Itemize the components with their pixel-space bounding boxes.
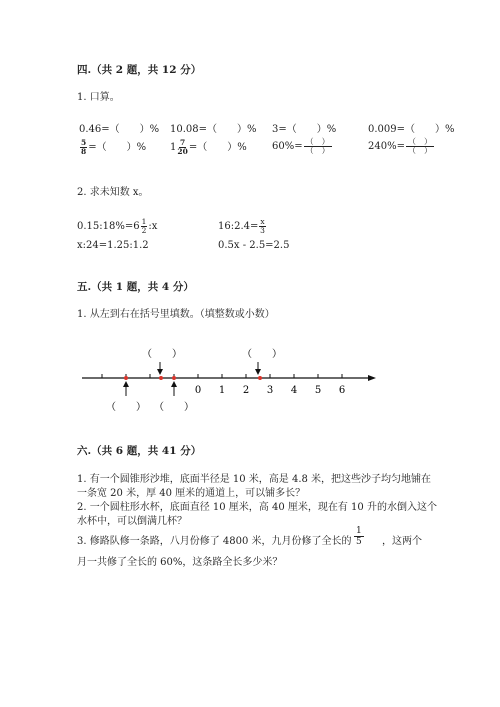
blank-above-1: （ ） xyxy=(142,349,182,360)
tick-label: 4 xyxy=(290,385,298,396)
equation-head: 0.15:18%=6 xyxy=(77,221,140,232)
question-2-title: 2. 求未知数 x。 xyxy=(77,187,149,198)
word-problem-2-line-2: 水杯中，可以倒满几杯？ xyxy=(77,516,187,527)
word-problem-2-line-1: 2. 一个圆柱形水杯，底面直径 10 厘米，高 40 厘米，现在有 10 升的水倒入这个 xyxy=(77,502,437,513)
numerator: 1 xyxy=(356,526,362,536)
calc-item xyxy=(170,138,247,156)
question-1-title: 1. 口算。 xyxy=(77,92,120,103)
word-problem-3-line-1: 3. 修路队修一条路，八月份修了 4800 米，九月份修了全长的 xyxy=(77,536,352,547)
down-arrow-icon xyxy=(255,369,261,375)
word-problem-3-line-2: 月一共修了全长的 60%，这条路全长多少米？ xyxy=(77,557,283,568)
denominator: 2 xyxy=(141,226,147,235)
section-4-title: 四.（共 2 题，共 12 分） xyxy=(77,64,202,76)
section-5-title: 五.（共 1 题，共 4 分） xyxy=(77,281,194,293)
calc-item: 3=（ ）% xyxy=(272,124,337,135)
whole-number: 1 xyxy=(170,142,177,153)
marked-point xyxy=(124,376,128,380)
section-6-title: 六.（共 6 题，共 41 分） xyxy=(77,445,202,457)
fraction xyxy=(354,526,364,547)
tick-label: 5 xyxy=(314,385,322,396)
calc-head: 240%= xyxy=(368,141,405,152)
tick-label: 1 xyxy=(218,385,226,396)
calc-item xyxy=(79,138,146,156)
calc-head: 60%= xyxy=(272,141,303,152)
up-arrow-icon xyxy=(171,381,177,387)
denominator: （ ） xyxy=(305,146,330,155)
numerator: 5 xyxy=(81,138,87,147)
equation-tail: :x xyxy=(148,221,158,232)
blank-below-2: （ ） xyxy=(154,402,194,413)
blank-above-2: （ ） xyxy=(242,349,282,360)
equation: x:24=1.25:1.2 xyxy=(77,240,149,251)
equation-head: 16:2.4= xyxy=(218,221,259,232)
numerator: x xyxy=(260,217,265,226)
question-1-title: 1. 从左到右在括号里填数。（填整数或小数） xyxy=(77,309,275,320)
calc-tail: =（ ）% xyxy=(188,142,247,153)
blank-below-1: （ ） xyxy=(106,402,146,413)
word-problem-3-line-1-tail: ，这两个 xyxy=(382,536,422,547)
tick-label: 0 xyxy=(194,385,202,396)
tick-label: 6 xyxy=(338,385,346,396)
marked-point xyxy=(258,376,262,380)
blank-fraction xyxy=(304,138,332,155)
denominator: （ ） xyxy=(407,146,432,155)
calc-item xyxy=(368,138,434,155)
fraction xyxy=(80,139,87,156)
calc-item: 0.46=（ ）% xyxy=(79,124,160,135)
calc-item: 10.08=（ ）% xyxy=(170,124,257,135)
numerator: 1 xyxy=(141,217,147,226)
equation xyxy=(218,218,267,235)
calc-item: 0.009=（ ）% xyxy=(368,124,455,135)
denominator: 5 xyxy=(356,537,362,547)
word-problem-1-line-1: 1. 有一个圆锥形沙堆，底面半径是 10 米，高是 4.8 米，把这些沙子均匀地铺在 xyxy=(77,474,432,485)
numerator: （ ） xyxy=(305,137,330,146)
denominator: 3 xyxy=(260,226,265,235)
fraction xyxy=(141,218,148,235)
word-problem-1-line-2: 一条宽 20 米，厚 40 厘米的通道上，可以铺多长？ xyxy=(77,488,306,499)
down-arrow-icon xyxy=(157,369,163,375)
denominator: 20 xyxy=(177,147,188,156)
fraction xyxy=(177,139,187,156)
calc-item xyxy=(272,138,332,155)
tick-label: 2 xyxy=(242,385,250,396)
blank-fraction xyxy=(406,138,434,155)
numerator: 7 xyxy=(179,138,186,147)
marked-point xyxy=(172,376,176,380)
equation xyxy=(77,218,157,235)
up-arrow-icon xyxy=(123,381,129,387)
marked-point xyxy=(159,376,163,380)
tick-label: 3 xyxy=(266,385,274,396)
fraction xyxy=(259,218,265,235)
numerator: （ ） xyxy=(407,137,432,146)
calc-tail: =（ ）% xyxy=(88,142,147,153)
equation: 0.5x - 2.5=2.5 xyxy=(218,240,290,251)
number-line-figure xyxy=(0,340,500,420)
denominator: 8 xyxy=(81,147,87,156)
axis-arrow-icon xyxy=(368,375,376,381)
